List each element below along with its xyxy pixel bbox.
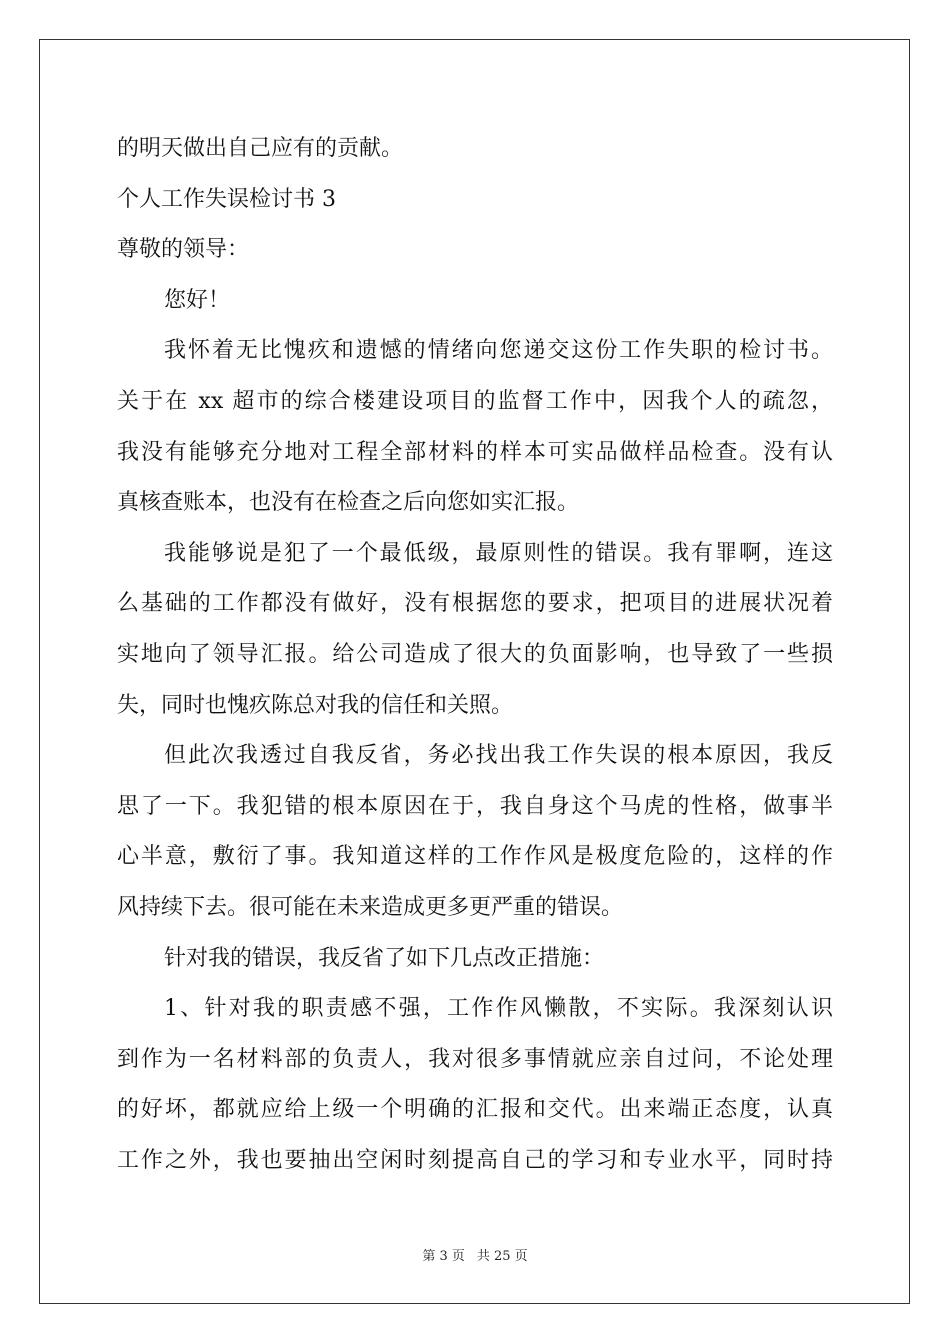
paragraph-line: 真核查账本，也没有在检查之后向您如实汇报。 (117, 490, 580, 516)
section-heading: 个人工作失误检讨书 3 (117, 186, 336, 212)
paragraph-line: 心半意，敷衍了事。我知道这样的工作作风是极度危险的，这样的作 (117, 844, 833, 870)
page-total: 共 25 页 (476, 1249, 528, 1264)
paragraph-line: 的好坏，都就应给上级一个明确的汇报和交代。出来端正态度，认真 (117, 1097, 833, 1123)
document-body (117, 124, 833, 1186)
paragraph-line: 关于在 xx 超市的综合楼建设项目的监督工作中，因我个人的疏忽， (117, 388, 833, 414)
greeting: 您好！ (164, 287, 231, 313)
paragraph-line: 我能够说是犯了一个最低级，最原则性的错误。我有罪啊，连这 (164, 540, 833, 566)
paragraph-line: 1、针对我的职责感不强，工作作风懒散，不实际。我深刻认识 (164, 996, 833, 1022)
paragraph-line: 工作之外，我也要抽出空闲时刻提高自己的学习和专业水平，同时持 (117, 1147, 833, 1173)
paragraph-line: 失，同时也愧疚陈总对我的信任和关照。 (117, 692, 514, 718)
paragraph-line: 风持续下去。很可能在未来造成更多更严重的错误。 (117, 894, 624, 920)
paragraph-line: 到作为一名材料部的负责人，我对很多事情就应亲自过问，不论处理 (117, 1046, 833, 1072)
page-footer (0, 1248, 950, 1266)
paragraph-line: 针对我的错误，我反省了如下几点改正措施： (164, 945, 605, 971)
paragraph-line: 但此次我透过自我反省，务必找出我工作失误的根本原因，我反 (164, 743, 833, 769)
paragraph-line: 么基础的工作都没有做好，没有根据您的要求，把项目的进展状况着 (117, 591, 833, 617)
page-number: 第 3 页 (422, 1249, 465, 1264)
text-line: 的明天做出自己应有的贡献。 (117, 136, 404, 161)
paragraph-line: 思了一下。我犯错的根本原因在于，我自身这个马虎的性格，做事半 (117, 793, 833, 819)
paragraph-line: 我没有能够充分地对工程全部材料的样本可实品做样品检查。没有认 (117, 439, 833, 465)
paragraph-line: 我怀着无比愧疚和遗憾的情绪向您递交这份工作失职的检讨书。 (164, 338, 833, 364)
salutation: 尊敬的领导： (117, 237, 250, 263)
paragraph-line: 实地向了领导汇报。给公司造成了很大的负面影响，也导致了一些损 (117, 641, 833, 667)
